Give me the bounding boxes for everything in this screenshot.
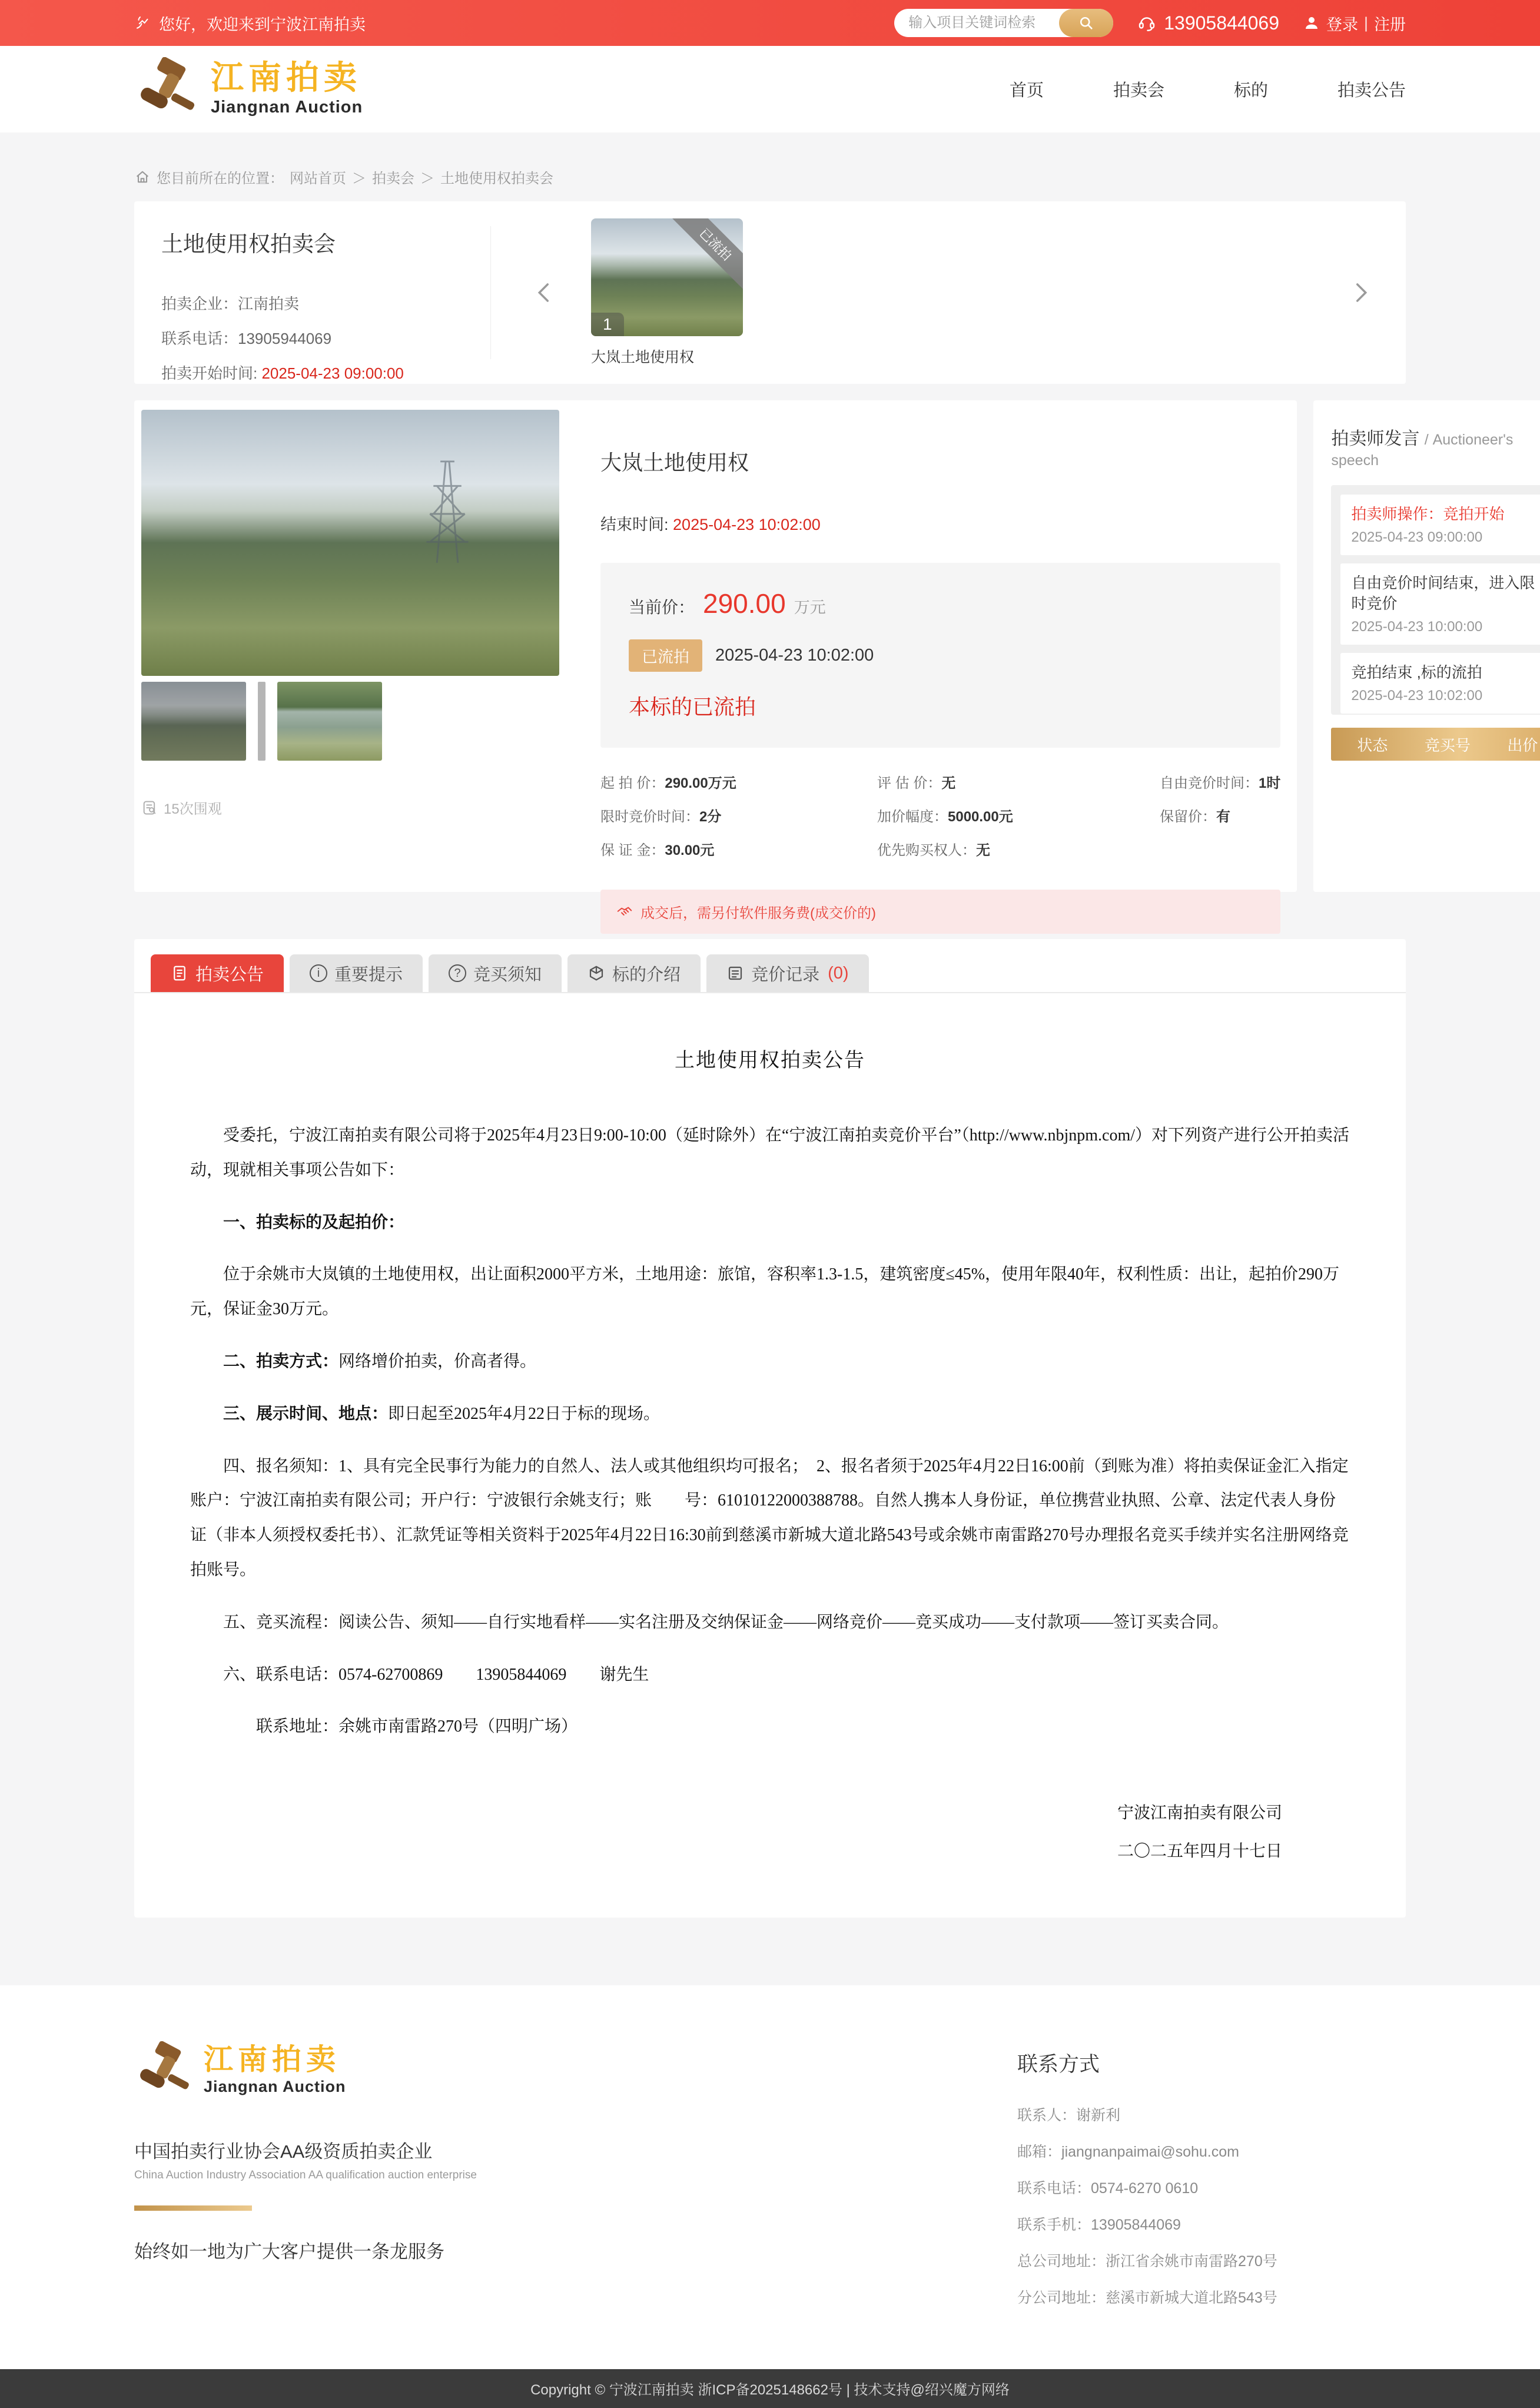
lot-index-badge: 1	[591, 313, 624, 336]
breadcrumb-auctions[interactable]: 拍卖会	[372, 171, 414, 187]
contact-person: 联系人：谢新利	[1017, 2107, 1121, 2124]
auth-links	[1303, 12, 1406, 35]
lot-detail-card	[134, 400, 1297, 921]
greeting-text: 您好，欢迎来到宁波江南拍卖	[159, 15, 366, 34]
session-start-time: 拍卖开始时间: 2025-04-23 09:00:00	[161, 364, 404, 382]
status-time: 2025-04-23 10:02:00	[715, 646, 874, 665]
lot-carousel	[491, 225, 1406, 366]
contact-mobile: 联系手机：13905844069	[1017, 2216, 1181, 2233]
footer-contact	[1017, 2041, 1406, 2307]
nav-lots[interactable]: 标的	[1233, 81, 1268, 100]
thumbnail-1[interactable]	[141, 682, 246, 761]
session-title: 土地使用权拍卖会	[161, 232, 336, 256]
footer-brand	[134, 2041, 477, 2307]
carousel-caption: 大岚土地使用权	[591, 349, 695, 366]
announcement-paragraph: 位于余姚市大岚镇的土地使用权，出让面积2000平方米，土地用途：旅馆，容积率1.3-1.5，建筑密度≤45%，使用年限40年，权利性质：出让，起拍价290万元，保证金30万元。	[190, 1265, 1340, 1319]
user-icon	[1303, 14, 1320, 32]
announcement-paragraph: 一、拍卖标的及起拍价：	[223, 1213, 405, 1232]
current-price-value: 290.00	[703, 588, 786, 619]
copyright-text: Copyright © 宁波江南拍卖 浙ICP备2025148662号 | 技术支持@绍兴魔方网络	[530, 2382, 1010, 2399]
breadcrumb-current: 土地使用权拍卖会	[440, 171, 553, 187]
announcement-paragraph: 二、拍卖方式：网络增价拍卖，价高者得。	[223, 1352, 537, 1371]
site-logo[interactable]	[134, 57, 363, 122]
field-start-price: 起 拍 价：290.00万元	[600, 775, 736, 791]
field-free-bid-time: 自由竞价时间：1时	[1160, 775, 1281, 791]
view-count: 15次围观	[141, 797, 567, 818]
field-limited-bid-time: 限时竞价时间：2分	[600, 809, 722, 825]
thumbnail-scrollbar[interactable]	[258, 682, 265, 761]
signature-date: 二〇二五年四月十七日	[1117, 1842, 1282, 1860]
auctioneer-speech-card	[1313, 400, 1540, 892]
wave-icon	[134, 14, 152, 32]
headset-icon	[1137, 13, 1157, 33]
breadcrumb-home[interactable]: 网站首页	[290, 171, 346, 187]
footer-logo-cn: 江南拍卖	[204, 2043, 340, 2077]
service-phone-number: 13905844069	[1164, 12, 1279, 34]
question-icon: ?	[449, 964, 466, 982]
tab-bidding-instructions[interactable]: ? 竞买须知	[429, 954, 562, 992]
list-icon	[726, 964, 744, 982]
auth-separator: |	[1363, 14, 1368, 32]
tab-lot-introduction[interactable]: 标的介绍	[567, 954, 701, 992]
lot-thumbnail-photo[interactable]	[591, 218, 743, 336]
breadcrumb	[134, 132, 1406, 201]
service-fee-notice: 成交后，需另付软件服务费(成交价的)	[600, 890, 1280, 934]
main-nav	[1010, 77, 1406, 101]
tab-bid-records[interactable]: 竞价记录 (0)	[706, 954, 868, 992]
current-price-label: 当前价：	[629, 598, 695, 616]
register-link[interactable]: 注册	[1374, 15, 1406, 34]
bid-table-header: 状态 竞买号 出价	[1331, 728, 1540, 761]
signature-company: 宁波江南拍卖有限公司	[1117, 1804, 1282, 1823]
breadcrumb-prefix: 您目前所在的位置：	[157, 171, 284, 187]
announcement-body	[134, 993, 1406, 1870]
field-priority-buyer: 优先购买权人：无	[877, 843, 990, 858]
nav-auctions[interactable]: 拍卖会	[1113, 81, 1164, 100]
announcement-paragraph: 五、竞买流程：阅读公告、须知——自行实地看样——实名注册及交纳保证金——网络竞价——竞买成功——支付款项——签订买卖合同。	[223, 1613, 1229, 1631]
announcement-paragraph: 联系地址：余姚市南雷路270号（四明广场）	[256, 1717, 578, 1736]
lot-fields	[600, 771, 1280, 859]
lot-title: 大岚土地使用权	[600, 450, 749, 475]
nav-announcements[interactable]: 拍卖公告	[1337, 81, 1406, 100]
site-footer	[0, 1985, 1540, 2369]
session-phone: 联系电话：13905944069	[161, 330, 332, 347]
breadcrumb-separator: ＞	[352, 171, 366, 187]
announcement-paragraph: 六、联系电话：0574-62700869 13905844069 谢先生	[223, 1665, 649, 1684]
announcement-paragraph: 三、展示时间、地点：即日起至2025年4月22日于标的现场。	[223, 1404, 661, 1423]
carousel-item[interactable]	[591, 218, 743, 367]
search-button[interactable]	[1059, 9, 1113, 37]
lot-thumbnails	[141, 682, 567, 761]
copyright-bar	[0, 2369, 1540, 2408]
contact-hq-address: 总公司地址：浙江省余姚市南雷路270号	[1017, 2253, 1277, 2270]
bid-record-count: (0)	[828, 963, 849, 983]
handshake-icon	[616, 903, 633, 921]
status-ribbon: 已流拍	[669, 218, 743, 290]
announcement-title: 土地使用权拍卖公告	[675, 1050, 865, 1072]
speech-entry: 拍卖师操作：竞拍开始 2025-04-23 09:00:00	[1340, 495, 1540, 555]
field-deposit: 保 证 金：30.00元	[600, 843, 715, 858]
welcome-message	[134, 12, 366, 35]
contact-email: 邮箱：jiangnanpaimai@sohu.com	[1017, 2143, 1239, 2160]
search-icon	[1078, 15, 1094, 31]
site-header	[0, 46, 1540, 132]
session-card	[134, 201, 1406, 384]
failed-note: 本标的已流拍	[629, 695, 756, 719]
field-increment: 加价幅度：5000.00元	[877, 809, 1013, 825]
announcement-paragraph: 四、报名须知：1、具有完全民事行为能力的自然人、法人或其他组织均可报名； 2、报名者须于2025年4月22日16:00前（到账为准）将拍卖保证金汇入指定账户：宁波江南拍卖有限公司；开户行：宁波银行余姚支行；账 号：61010122000388788。自然人携本人身份证，单位携营业执照、公章、法定代表人身份证（非本人须授权委托书）、汇款凭证等相关资料于2025年4月22日16:30前到慈溪市新城大道北路543号或余姚市南雷路270号办理报名竞买手续并实名注册网络竞拍账号。	[190, 1457, 1349, 1579]
footer-logo-en: Jiangnan Auction	[204, 2078, 346, 2096]
logo-text-en: Jiangnan Auction	[211, 98, 363, 117]
gold-divider	[134, 2205, 252, 2211]
views-icon	[141, 800, 158, 816]
announcement-signature	[190, 1795, 1350, 1870]
tab-auction-announcement[interactable]: 拍卖公告	[151, 954, 284, 992]
breadcrumb-separator: ＞	[420, 171, 434, 187]
tab-bar	[134, 939, 1406, 993]
carousel-next-button[interactable]	[1342, 274, 1379, 311]
speech-title: 拍卖师发言 / Auctioneer's speech	[1331, 429, 1514, 469]
lot-end-time: 结束时间: 2025-04-23 10:02:00	[600, 516, 821, 533]
topbar	[0, 0, 1540, 46]
carousel-prev-button[interactable]	[526, 274, 563, 311]
field-appraisal: 评 估 价：无	[877, 775, 956, 791]
session-info	[161, 226, 491, 382]
announcement-card	[134, 939, 1406, 1918]
info-icon: i	[310, 964, 327, 982]
login-link[interactable]: 登录	[1326, 15, 1358, 34]
cube-icon	[588, 964, 605, 982]
service-phone	[1137, 12, 1279, 34]
gavel-logo-icon	[134, 57, 199, 122]
logo-text-cn: 江南拍卖	[211, 59, 361, 96]
home-icon	[134, 169, 151, 185]
lot-main-photo	[141, 410, 559, 676]
footer-certification-en: China Auction Industry Association AA qualification auction enterprise	[134, 2168, 477, 2181]
current-price-unit: 万元	[794, 599, 826, 616]
footer-certification: 中国拍卖行业协会AA级资质拍卖企业	[134, 2141, 433, 2162]
contact-title: 联系方式	[1017, 2052, 1100, 2076]
session-company: 拍卖企业：江南拍卖	[161, 295, 300, 313]
search-bar	[894, 9, 1113, 37]
field-reserve: 保留价：有	[1160, 809, 1230, 825]
transmission-tower-graphic	[412, 451, 483, 563]
status-badge: 已流拍	[629, 639, 702, 672]
speech-entry: 竞拍结束 ,标的流拍 2025-04-23 10:02:00	[1340, 653, 1540, 714]
gavel-logo-icon	[134, 2041, 193, 2100]
tab-important-notes[interactable]: i 重要提示	[290, 954, 423, 992]
nav-home[interactable]: 首页	[1009, 81, 1044, 100]
contact-branch-address: 分公司地址：慈溪市新城大道北路543号	[1017, 2289, 1277, 2306]
price-panel	[600, 563, 1280, 748]
footer-slogan: 始终如一地为广大客户提供一条龙服务	[134, 2241, 444, 2262]
footer-logo	[134, 2041, 477, 2100]
speech-entry: 自由竞价时间结束，进入限时竞价 2025-04-23 10:00:00	[1340, 563, 1540, 645]
speech-panel	[1331, 485, 1540, 715]
document-icon	[171, 964, 188, 982]
thumbnail-2[interactable]	[277, 682, 382, 761]
contact-phone: 联系电话：0574-6270 0610	[1017, 2180, 1199, 2197]
announcement-paragraph: 受委托，宁波江南拍卖有限公司将于2025年4月23日9:00-10:00（延时除外）在“宁波江南拍卖竞价平台”（http://www.nbjnpm.com/）对下列资产进行公开拍卖活动，现就相关事项公告如下：	[190, 1126, 1350, 1179]
